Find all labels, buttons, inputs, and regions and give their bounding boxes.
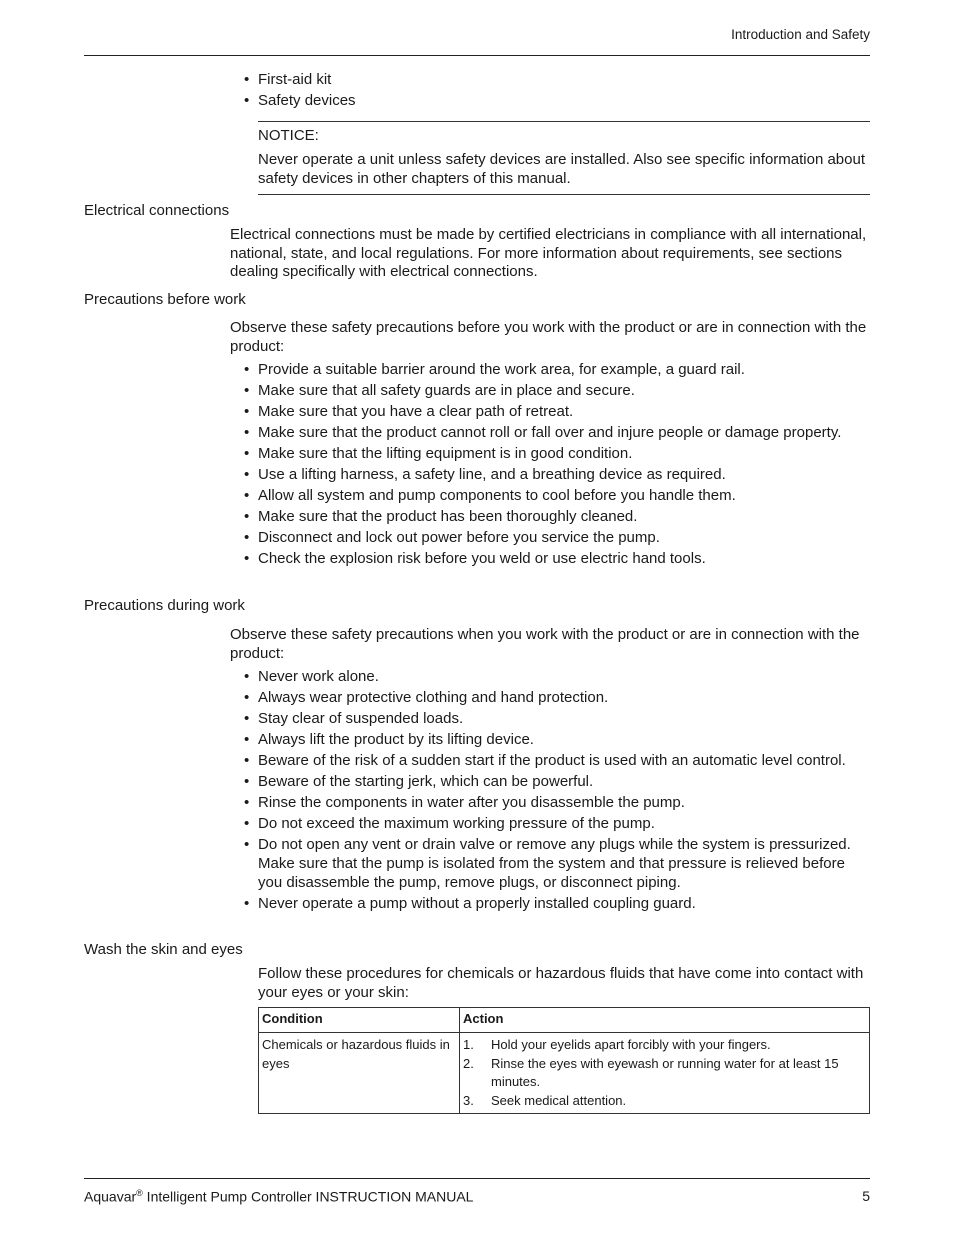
- column-header-action: Action: [460, 1008, 870, 1033]
- list-item: • Disconnect and lock out power before you service the pump.: [244, 528, 870, 547]
- action-step: [463, 1036, 866, 1055]
- footer-manual-title: [84, 1188, 473, 1205]
- table-row: [259, 1033, 870, 1114]
- list-item: • Make sure that the lifting equipment is in good condition.: [244, 444, 870, 463]
- heading-during-work: Precautions during work: [84, 597, 245, 614]
- wash-table: [258, 1007, 870, 1114]
- step-number: 3.: [463, 1092, 474, 1108]
- list-item: • Beware of the risk of a sudden start if the product is used with an automatic level control.: [244, 751, 870, 770]
- list-item: • Safety devices: [244, 91, 870, 110]
- list-item: • Make sure that all safety guards are in place and secure.: [244, 381, 870, 400]
- registered-mark: ®: [136, 1188, 143, 1198]
- before-work-list: [244, 360, 870, 570]
- list-item: • Always lift the product by its lifting device.: [244, 730, 870, 749]
- table-header-row: [259, 1008, 870, 1033]
- before-work-intro: Observe these safety precautions before you work with the product or are in connection with the product:: [230, 319, 867, 355]
- header-rule: [84, 55, 870, 56]
- list-item: • Never operate a pump without a properly installed coupling guard.: [244, 894, 870, 913]
- footer-title-rest: Intelligent Pump Controller INSTRUCTION MANUAL: [142, 1188, 474, 1205]
- list-item: • Always wear protective clothing and hand protection.: [244, 688, 870, 707]
- heading-wash: Wash the skin and eyes: [84, 941, 243, 958]
- notice-body: Never operate a unit unless safety devices are installed. Also see specific information about safety devices in other chapters of this manual.: [258, 151, 866, 187]
- action-cell: [460, 1033, 870, 1114]
- intro-bullet-list: [244, 70, 870, 112]
- wash-intro: Follow these procedures for chemicals or hazardous fluids that have come into contact with your eyes or your skin:: [258, 965, 864, 1001]
- column-header-condition: Condition: [259, 1008, 460, 1033]
- step-text: Seek medical attention.: [491, 1092, 627, 1108]
- list-item: • Make sure that you have a clear path of retreat.: [244, 402, 870, 421]
- running-header: Introduction and Safety: [731, 27, 870, 42]
- footer-brand: Aquavar: [84, 1188, 137, 1205]
- list-item: • Stay clear of suspended loads.: [244, 709, 870, 728]
- list-item: • Do not open any vent or drain valve or remove any plugs while the system is pressurized. Make sure that the pump is isolated from the system and that pressure is relieved before you disassemble the pump, remove plugs, or disconnect piping.: [244, 835, 870, 892]
- list-item: • First-aid kit: [244, 70, 870, 89]
- notice-title: NOTICE:: [258, 127, 319, 144]
- list-item: • Use a lifting harness, a safety line, and a breathing device as required.: [244, 465, 870, 484]
- list-item: • Make sure that the product cannot roll or fall over and injure people or damage property.: [244, 423, 870, 442]
- electrical-body: Electrical connections must be made by certified electricians in compliance with all international, national, state, and local regulations. For more information about requirements, see sections dealing specifically with electrical connections.: [230, 226, 867, 280]
- heading-before-work: Precautions before work: [84, 291, 246, 308]
- list-item: • Beware of the starting jerk, which can be powerful.: [244, 772, 870, 791]
- step-number: 1.: [463, 1037, 474, 1052]
- action-step: [463, 1055, 866, 1092]
- list-item: • Make sure that the product has been thoroughly cleaned.: [244, 507, 870, 526]
- during-work-intro: Observe these safety precautions when you work with the product or are in connection with the product:: [230, 626, 860, 662]
- list-item: • Do not exceed the maximum working pressure of the pump.: [244, 814, 870, 833]
- condition-cell: Chemicals or hazardous fluids in eyes: [259, 1033, 460, 1114]
- step-text: Rinse the eyes with eyewash or running water for at least 15 minutes.: [491, 1055, 839, 1089]
- step-number: 2.: [463, 1055, 474, 1071]
- heading-electrical: Electrical connections: [84, 202, 230, 219]
- list-item: • Rinse the components in water after you disassemble the pump.: [244, 793, 870, 812]
- page-number: 5: [862, 1188, 870, 1204]
- notice-box: [258, 121, 870, 195]
- list-item: • Never work alone.: [244, 667, 870, 686]
- during-work-list: [244, 667, 870, 915]
- list-item: • Provide a suitable barrier around the work area, for example, a guard rail.: [244, 360, 870, 379]
- footer-rule: [84, 1178, 870, 1179]
- list-item: • Check the explosion risk before you weld or use electric hand tools.: [244, 549, 870, 568]
- action-step: [463, 1092, 866, 1111]
- list-item: • Allow all system and pump components to cool before you handle them.: [244, 486, 870, 505]
- step-text: Hold your eyelids apart forcibly with your fingers.: [491, 1037, 771, 1052]
